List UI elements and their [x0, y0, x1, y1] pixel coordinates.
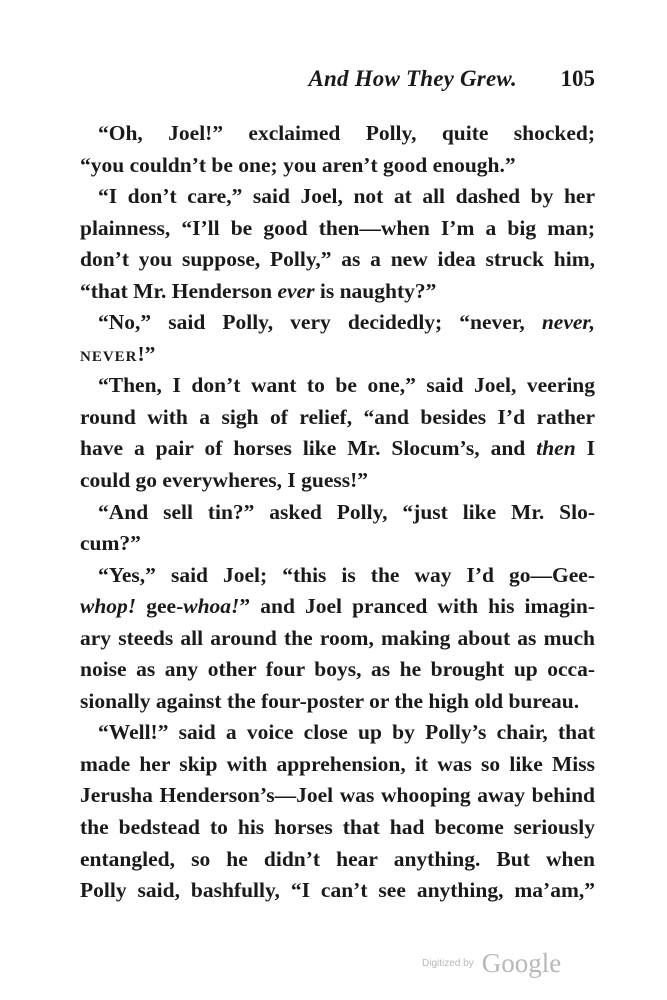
text-line — [80, 654, 595, 686]
text-segment: Polly said, bashfully, “I can’t see anything, ma’am,” — [80, 878, 595, 903]
running-head — [80, 66, 595, 98]
text-line — [80, 213, 595, 245]
text-segment: !” — [137, 341, 156, 366]
text-line — [80, 370, 595, 402]
text-segment: then — [536, 436, 576, 461]
text-line — [80, 686, 595, 718]
text-segment: sionally against the four-poster or the high old bureau. — [80, 688, 580, 713]
text-segment: noise as any other four boys, as he brought up occa- — [80, 657, 595, 682]
text-line — [80, 560, 595, 592]
text-segment: ” and Joel pranced with his imagin- — [239, 594, 595, 619]
text-segment: “Yes,” said Joel; “this is the way I’d go—Gee- — [98, 562, 595, 587]
text-line — [80, 118, 595, 150]
text-segment: whoa! — [183, 594, 240, 619]
text-line — [80, 339, 595, 371]
text-segment: Jerusha Henderson’s—Joel was whooping away behind — [80, 783, 595, 808]
text-segment: have a pair of horses like Mr. Slocum’s, and — [80, 436, 537, 461]
text-segment: cum?” — [80, 531, 141, 556]
text-line — [80, 497, 595, 529]
text-line — [80, 780, 595, 812]
text-line — [80, 150, 595, 182]
text-line — [80, 465, 595, 497]
text-line — [80, 433, 595, 465]
text-line — [80, 402, 595, 434]
text-line — [80, 717, 595, 749]
text-line — [80, 591, 595, 623]
body-text — [80, 118, 595, 907]
text-segment: round with a sigh of relief, “and besides I’d rather — [80, 404, 595, 429]
text-segment: I — [575, 436, 595, 461]
text-line — [80, 528, 595, 560]
text-segment: made her skip with apprehension, it was so like Miss — [80, 751, 595, 776]
text-segment: “I don’t care,” said Joel, not at all dashed by her — [98, 184, 595, 209]
text-line — [80, 181, 595, 213]
text-segment: ever — [277, 278, 315, 303]
watermark-google-logo: Google — [481, 948, 562, 978]
text-segment: “you couldn’t be one; you aren’t good enough.” — [80, 152, 516, 177]
text-segment: “And sell tin?” asked Polly, “just like Mr. Slo- — [98, 499, 595, 524]
text-segment: never, — [541, 310, 595, 335]
watermark-digitized-by: Digitized by — [422, 958, 474, 969]
text-segment: “Oh, Joel!” exclaimed Polly, quite shocked; — [98, 121, 595, 145]
text-segment: don’t you suppose, Polly,” as a new idea struck him, — [80, 247, 595, 272]
running-head-title: And How They Grew. — [308, 66, 517, 91]
text-segment: could go everywheres, I guess!” — [80, 468, 369, 493]
text-segment: NEVER — [80, 348, 138, 365]
text-line — [80, 276, 595, 308]
text-line — [80, 844, 595, 876]
text-line — [80, 875, 595, 907]
text-segment: the bedstead to his horses that had become seriously — [80, 815, 595, 840]
text-segment: “Well!” said a voice close up by Polly’s chair, that — [98, 720, 595, 745]
page-number: 105 — [560, 66, 595, 91]
text-line — [80, 244, 595, 276]
text-line — [80, 307, 595, 339]
text-segment: “that Mr. Henderson — [80, 278, 278, 303]
text-segment: whop! — [80, 594, 147, 619]
text-line — [80, 749, 595, 781]
digitized-by-google-watermark — [422, 948, 561, 979]
text-segment: plainness, “I’ll be good then—when I’m a big man; — [80, 215, 595, 240]
text-segment: entangled, so he didn’t hear anything. But when — [80, 846, 595, 871]
text-segment: “Then, I don’t want to be one,” said Joel, veering — [98, 373, 595, 398]
text-line — [80, 812, 595, 844]
text-segment: is naughty?” — [314, 278, 437, 303]
text-segment: ary steeds all around the room, making about as much — [80, 625, 595, 650]
text-segment: gee- — [146, 594, 184, 619]
text-line — [80, 623, 595, 655]
text-segment: “No,” said Polly, very decidedly; “never, — [98, 310, 542, 335]
